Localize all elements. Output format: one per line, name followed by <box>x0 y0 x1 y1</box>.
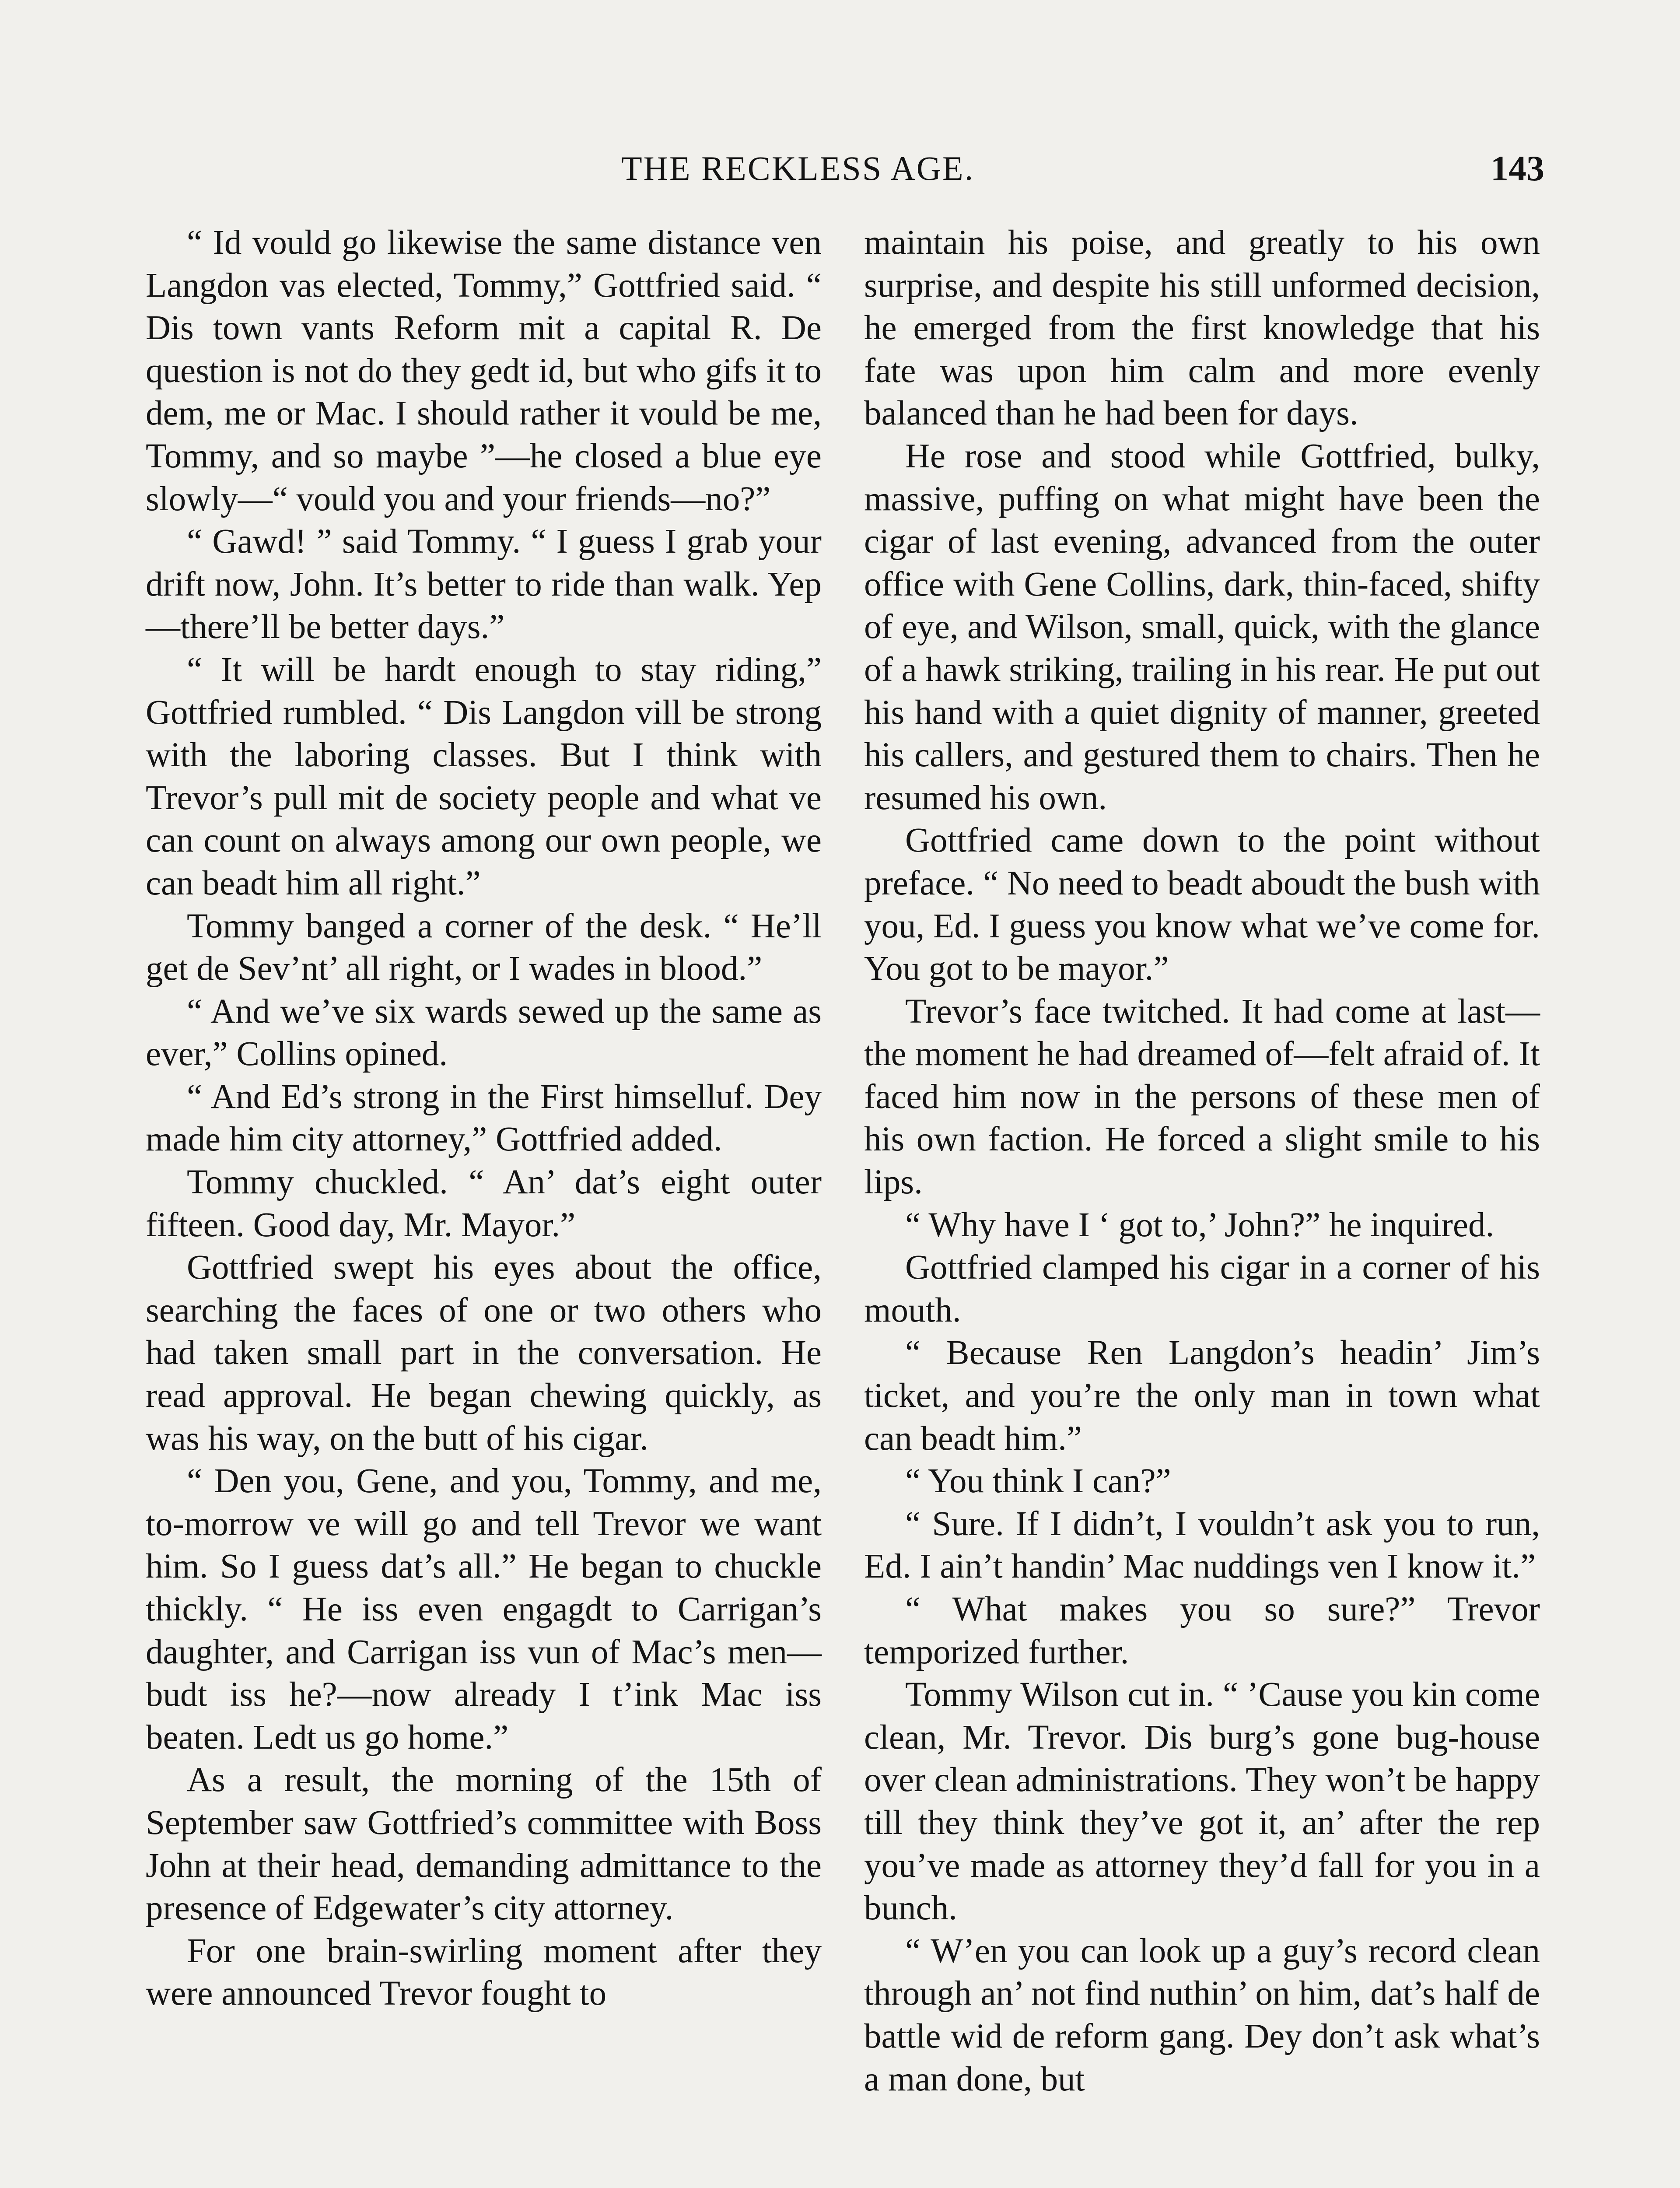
continued-paragraph: maintain his poise, and greatly to his own surprise, and despite his still unformed decision, he emerged from the first knowledge that his fate was upon him calm and more evenly balanced than he had been for days. <box>864 224 1540 433</box>
paragraph: Tommy banged a corner of the desk. “ He’ll get de Sev’nt’ all right, or I wades in blood.” <box>146 907 822 988</box>
paragraph: “ And Ed’s strong in the First himselluf. Dey made him city attorney,” Gottfried added. <box>146 1077 822 1159</box>
paragraph: “ You think I can?” <box>905 1462 1171 1501</box>
paragraph: Gottfried clamped his cigar in a corner of his mouth. <box>864 1248 1540 1329</box>
paragraph: As a result, the morning of the 15th of September saw Gottfried’s committee with Boss John at their head, demanding admittance to the presence of Edgewater’s city attorney. <box>146 1761 822 1928</box>
left-column <box>146 221 822 2015</box>
paragraph: “ Gawd! ” said Tommy. “ I guess I grab your drift now, John. It’s better to ride than walk. Yep—there’ll be better days.” <box>146 522 822 646</box>
paragraph: He rose and stood while Gottfried, bulky, massive, puffing on what might have been the cigar of last evening, advanced from the outer office with Gene Collins, dark, thin-faced, shifty of eye, and Wilson, small, quick, with the glance of a hawk striking, trailing in his rear. He put out his hand with a quiet dignity of manner, greeted his callers, and gestured them to chairs. Then he resumed his own. <box>864 437 1540 817</box>
paragraph: For one brain-swirling moment after they were announced Trevor fought to <box>146 1932 822 2013</box>
right-column <box>864 221 1540 2100</box>
paragraph: “ Why have I ‘ got to,’ John?” he inquired. <box>905 1206 1494 1244</box>
paragraph: Tommy chuckled. “ An’ dat’s eight outer fifteen. Good day, Mr. Mayor.” <box>146 1163 822 1244</box>
paragraph: “ Sure. If I didn’t, I vouldn’t ask you to run, Ed. I ain’t handin’ Mac nuddings ven I know it.” <box>864 1504 1540 1586</box>
paragraph: “ W’en you can look up a guy’s record clean through an’ not find nuthin’ on him, dat’s half de battle wid de reform gang. Dey don’t ask what’s a man done, but <box>864 1932 1540 2098</box>
page-number: 143 <box>1491 148 1544 188</box>
paragraph: “ What makes you so sure?” Trevor temporized further. <box>864 1590 1540 1671</box>
paragraph: Tommy Wilson cut in. “ ’Cause you kin come clean, Mr. Trevor. Dis burg’s gone bug-house over clean administrations. They won’t be happy till they think they’ve got it, an’ after the rep you’ve made as attorney they’d fall for you in a bunch. <box>864 1676 1540 1928</box>
paragraph: Gottfried swept his eyes about the office, searching the faces of one or two others who had taken small part in the conversation. He read approval. He began chewing quickly, as was his way, on the butt of his cigar. <box>146 1248 822 1458</box>
running-head <box>144 144 1544 193</box>
paragraph: “ Id vould go likewise the same distance ven Langdon vas elected, Tommy,” Gottfried said. “ Dis town vants Reform mit a capital R. De question is not do they gedt id, but who gifs it to dem, me or Mac. I should rather it vould be me, Tommy, and so maybe ”—he closed a blue eye slowly—“ vould you and your friends—no?” <box>146 224 822 518</box>
paragraph: “ And we’ve six wards sewed up the same as ever,” Collins opined. <box>146 992 822 1073</box>
running-title: THE RECKLESS AGE. <box>621 149 975 187</box>
paragraph: Gottfried came down to the point without preface. “ No need to beadt aboudt the bush with you, Ed. I guess you know what we’ve come for. You got to be mayor.” <box>864 821 1540 988</box>
paragraph: Trevor’s face twitched. It had come at last—the moment he had dreamed of—felt afraid of. It faced him now in the persons of these men of his own faction. He forced a slight smile to his lips. <box>864 992 1540 1202</box>
paragraph: “ Because Ren Langdon’s headin’ Jim’s ticket, and you’re the only man in town what can beadt him.” <box>864 1334 1540 1458</box>
paragraph: “ It will be hardt enough to stay riding,” Gottfried rumbled. “ Dis Langdon vill be strong with the laboring classes. But I think with Trevor’s pull mit de society people and what ve can count on always among our own people, we can beadt him all right.” <box>146 650 822 902</box>
paragraph: “ Den you, Gene, and you, Tommy, and me, to-morrow ve will go and tell Trevor we want him. So I guess dat’s all.” He began to chuckle thickly. “ He iss even engagdt to Carrigan’s daughter, and Carrigan iss vun of Mac’s men—budt iss he?—now already I t’ink Mac iss beaten. Ledt us go home.” <box>146 1462 822 1757</box>
